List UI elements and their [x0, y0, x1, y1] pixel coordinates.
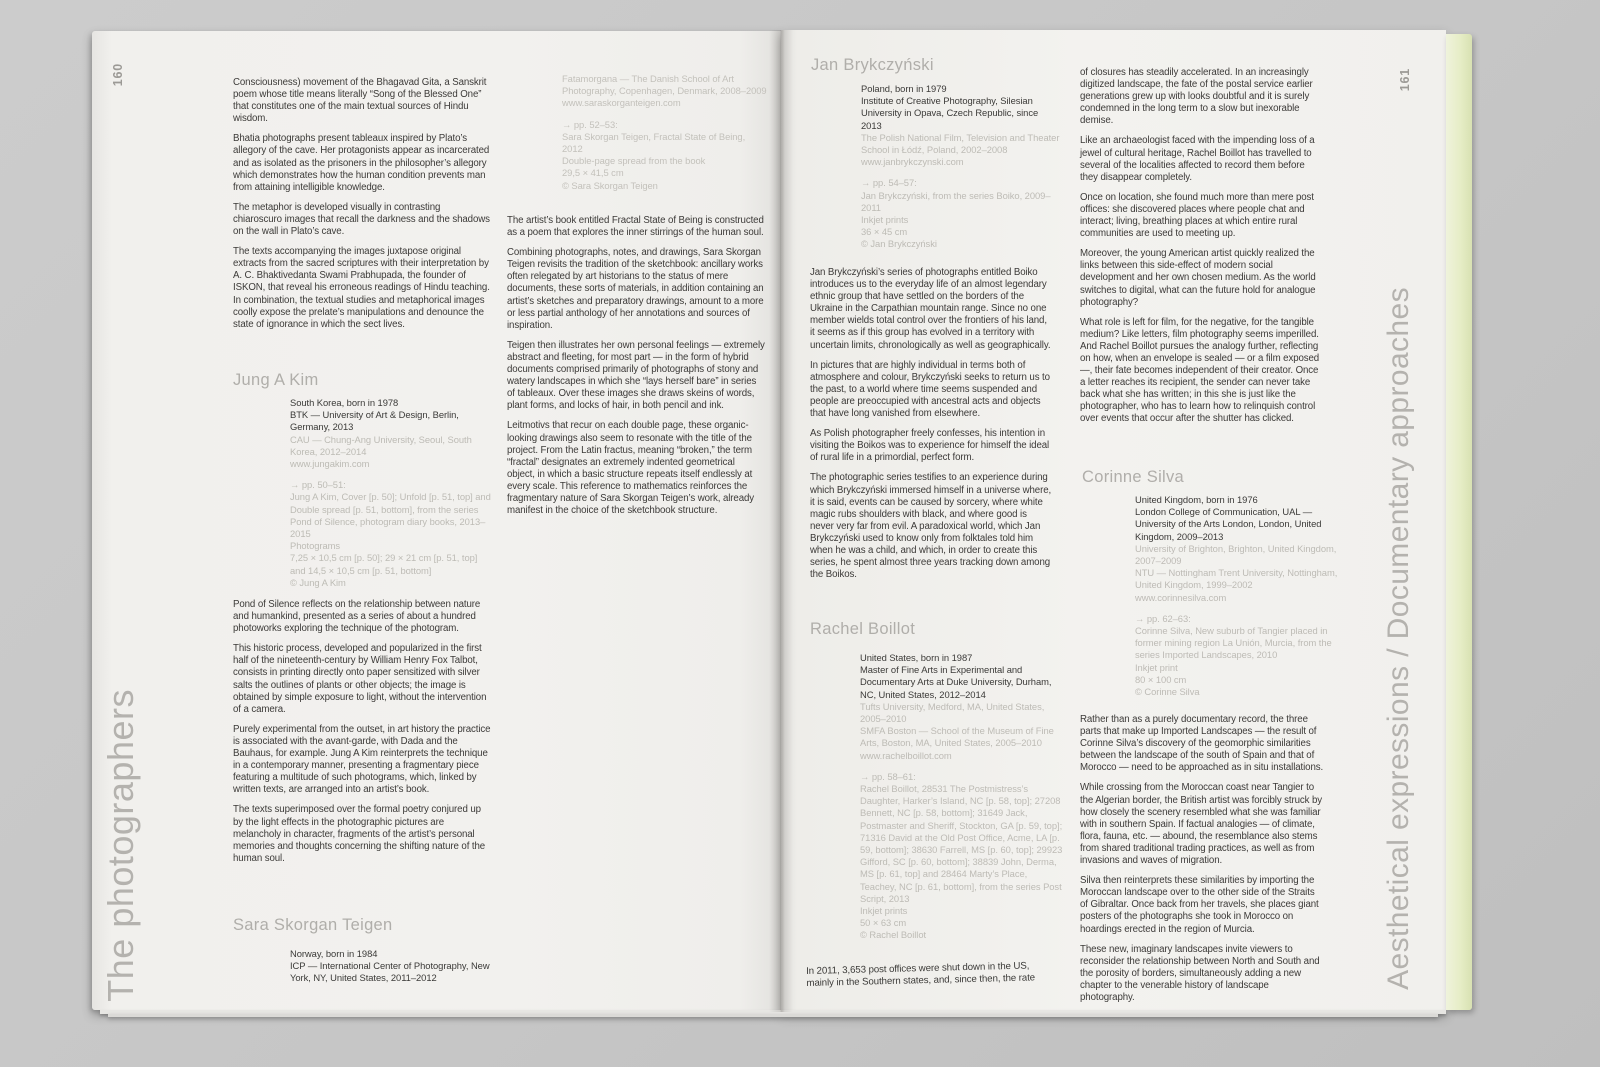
caption-line: © Jan Brykczyński: [861, 238, 937, 250]
bio-line: Poland, born in 1979: [861, 83, 947, 94]
bio-line-secondary: www.jungakim.com: [290, 458, 370, 470]
right-page: [781, 30, 1446, 1012]
paragraph: of closures has steadily accelerated. In an increasingly digitized landscape, the fate of the postal service earlier generations grew up with looks doubtful and it is surely condemned in the long term to a slow but inexorable demise.: [1080, 67, 1313, 127]
paragraph: In pictures that are highly individual in terms both of atmosphere and colour, Brykczyński seeks to return us to the past, to a world where time seems suspended and people are preoccupied with ancestral acts and objects that have long vanished from elsewhere.: [810, 359, 1050, 420]
caption-line: → pp. 50–51:: [290, 479, 346, 491]
bio-line-secondary: Tufts University, Medford, MA, United States, 2005–2010: [860, 700, 1045, 725]
section-heading-sara-skorgan-teigen: Sara Skorgan Teigen: [233, 916, 393, 934]
section-heading-jung-a-kim: Jung A Kim: [233, 371, 319, 389]
caption-line: Sara Skorgan Teigen, Fractal State of Being, 2012: [562, 130, 746, 155]
paragraph: The metaphor is developed visually in contrasting chiaroscuro images that recall the darkness and the shadows on the wall in Plato’s cave.: [233, 201, 490, 238]
paragraph: Like an archaeologist faced with the impending loss of a jewel of cultural heritage, Rachel Boillot has travelled to several of the localities affected to record them before they disappear completely.: [1080, 135, 1315, 183]
spacer: [1135, 604, 1345, 613]
jan-brykczynski-paragraphs: [810, 267, 1052, 589]
paragraph: Bhatia photographs present tableaux inspired by Plato’s allegory of the cave. Her protagonists appear as incarcerated and as isolated as the prisoners in the philosopher’s allegory which demonstrates how the human condition prevents man from attaining intelligible knowledge.: [233, 133, 490, 193]
caption-line: → pp. 58–61:: [860, 770, 916, 782]
caption-line: → pp. 52–53:: [562, 118, 618, 130]
paragraph: Moreover, the young American artist quickly realized the links between this side-effect of modern social development and her own chosen medium. As the world switches to digital, what can the future hold for analogue photography?: [1080, 248, 1316, 308]
section-heading-rachel-boillot: Rachel Boillot: [810, 620, 916, 638]
bio-line: South Korea, born in 1978: [290, 397, 399, 408]
spacer: [860, 762, 1065, 771]
paragraph: The texts accompanying the images juxtapose original extracts from the sacred scriptures with their interpretation by A. C. Bhaktivedanta Swami Prabhupada, the founder of ISKON, that reveal his erroneous readings of Hindu teaching. In combination, the textual studies and metaphorical images coolly expose the prelate’s manipulations and denounce the state of ignorance in which the sect lives.: [233, 246, 490, 330]
sara-skorgan-teigen-bio: [290, 948, 505, 985]
next-page-edge-accent: [1446, 34, 1472, 1010]
caption-line: Inkjet print: [1135, 661, 1178, 673]
paragraph: The artist’s book entitled Fractal State of Being is constructed as a poem that explores the inner stirrings of the human soul.: [507, 215, 764, 239]
corinne-silva-bio: [1135, 494, 1345, 698]
paragraph: Once on location, she found much more than mere post offices: she discovered places where people chat and interact; living, breathing places at which entire rural communities are used to meeting up.: [1080, 191, 1314, 240]
bio-line: Master of Fine Arts in Experimental and Documentary Arts at Duke University, Durham, NC, United States, 2012–2014: [860, 664, 1052, 700]
caption-line: © Sara Skorgan Teigen: [562, 179, 658, 191]
right-vertical-title: Aesthetical expressions / Documentary approaches: [1382, 287, 1415, 990]
spacer: [861, 168, 1061, 177]
right-page-number: 161: [1398, 68, 1412, 92]
right-col2-top-paragraphs: [1080, 67, 1325, 434]
sara-credit-caption: [562, 73, 767, 192]
jan-brykczynski-bio: [861, 83, 1061, 251]
bio-line: United States, born in 1987: [860, 652, 973, 663]
rachel-boillot-bio: [860, 652, 1065, 942]
spacer: [562, 110, 767, 119]
caption-line: → pp. 62–63:: [1135, 612, 1191, 624]
paragraph: The photographic series testifies to an experience during which Brykczyński immersed himself in a universe where, it is said, events can be caused by sorcery, where white magic rubs shoulders with black, and where good is never very far from evil. A paradoxical world, which Jan Brykczyński used to know only from folktales told him when he was a child, and which, in order to create this series, he spent almost three years tracking down among the Boikos.: [810, 472, 1052, 581]
caption-line: → pp. 54–57:: [861, 177, 917, 189]
paragraph: What role is left for film, for the negative, for the tangible medium? Like letters, film photography seems imperilled. And Rachel Boillot pursues the analogy further, reflecting on how, when an envelope is sealed — or a film exposed —, their fate becomes independent of their creator. Once a letter reaches its recipient, the sender can never take back what she has written; in this she is just like the photographer, who has to learn how to relinquish control over events that occur after the shutter has clicked.: [1080, 316, 1320, 425]
section-heading-corinne-silva: Corinne Silva: [1082, 468, 1185, 486]
corinne-silva-paragraphs: [1080, 714, 1325, 1012]
paragraph: The texts superimposed over the formal poetry conjured up by the light effects in the photographic pictures are melancholy in character, fragments of the artist’s personal memories and thoughts concerning the shifting nature of the human soul.: [233, 804, 486, 864]
caption-line: © Rachel Boillot: [860, 929, 927, 941]
caption-line: Rachel Boillot, 28531 The Postmistress’s Daughter, Harker’s Island, NC [p. 58, top]; 27208 Bennett, NC [p. 58, bottom]; 31649 Jack, Postmaster and Sheriff, Stockton, GA [p. 59, top]; 71316 David at the Old Post Office, Acme, LA [p. 59, bottom]; 38630 Farrell, MS [p. 60, top]; 29923 Gifford, SC [p. 60, bottom]; 38839 John, Derma, MS [p. 61, top] and 28464 Marty’s Place, Teachey, NC [p. 61, bottom], from the series Post Script, 2013: [860, 783, 1063, 904]
bio-line-secondary: www.janbrykczynski.com: [861, 156, 964, 168]
caption-line: © Jung A Kim: [290, 576, 346, 588]
caption-line: Jung A Kim, Cover [p. 50]; Unfold [p. 51, top] and Double spread [p. 51, bottom], from the series Pond of Silence, photogram diary books, 2013–2015: [290, 491, 491, 540]
caption-line: Double-page spread from the book: [562, 155, 706, 167]
bio-line-secondary: www.corinnesilva.com: [1135, 591, 1227, 603]
paragraph: Rather than as a purely documentary record, the three parts that make up Imported Landscapes — the result of Corinne Silva’s discovery of the geomorphic similarities between the landscape of the south of Spain and that of Morocco — need to be approached as in situ installations.: [1080, 714, 1324, 774]
rachel-boillot-closing-paragraph: In 2011, 3,653 post offices were shut down in the US, mainly in the Southern states, and, since then, the rate: [806, 960, 1036, 990]
caption-line: Corinne Silva, New suburb of Tangier placed in former mining region La Unión, Murcia, from the series Imported Landscapes, 2010: [1135, 625, 1332, 661]
bio-line-secondary: www.rachelboillot.com: [860, 749, 952, 761]
caption-line: www.saraskorganteigen.com: [562, 97, 681, 109]
paragraph: As Polish photographer freely confesses, his intention in visiting the Boikos was to experience for himself the ideal of rural life in a primordial, perfect form.: [810, 428, 1050, 464]
paragraph: Jan Brykczyński’s series of photographs entitled Boiko introduces us to the everyday life of an almost legendary ethnic group that have settled on the borders of the Ukraine in the Carpathian mountain range. Since no one member wields total control over the frontiers of his land, it seems as if this group has evolved in a territory with uncertain limits, chronologically as well as geographically.: [810, 267, 1051, 351]
caption-line: 7,25 × 10,5 cm [p. 50]; 29 × 21 cm [p. 51, top] and 14,5 × 10,5 cm [p. 51, bottom]: [290, 552, 478, 576]
bio-line-secondary: The Polish National Film, Television and Theater School in Łódź, Poland, 2002–2008: [861, 131, 1060, 156]
section-heading-jan-brykczynski: Jan Brykczyński: [811, 56, 934, 74]
bio-line-secondary: University of Brighton, Brighton, United Kingdom, 2007–2009: [1135, 542, 1337, 567]
jung-a-kim-bio: [290, 397, 495, 589]
bio-line-secondary: SMFA Boston — School of the Museum of Fine Arts, Boston, MA, United States, 2005–2010: [860, 725, 1054, 749]
caption-line: Inkjet prints: [861, 214, 909, 226]
paragraph: Consciousness) movement of the Bhagavad Gita, a Sanskrit poem whose title means literally “Song of the Blessed One” that constitutes one of the main textual sources of Hindu wisdom.: [233, 77, 487, 125]
left-vertical-title: The photographers: [100, 689, 141, 1002]
paragraph: While crossing from the Moroccan coast near Tangier to the Algerian border, the British artist was forcibly struck by how closely the scenery resembled what she was familiar with in southern Spain. If factual analogies — of climate, flora, fauna, etc. — abound, the resemblance also stems from shared traditional trading practices, as well as from invasions and waves of migration.: [1080, 782, 1323, 867]
caption-line: Fatamorgana — The Danish School of Art Photography, Copenhagen, Denmark, 2008–2009: [562, 73, 767, 97]
caption-line: 36 × 45 cm: [861, 226, 908, 238]
left-col1-body-paragraphs: [233, 599, 491, 873]
paragraph: Teigen then illustrates her own personal feelings — extremely abstract and fleeting, for most part — in the form of hybrid documents comprised primarily of photographs of stony and watery landscapes in which she “lays herself bare” in series of tableaux. Over these images she draws skeins of words, plant forms, and locks of hair, in both pencil and ink.: [507, 339, 765, 412]
left-page: [92, 31, 781, 1010]
bio-line: ICP — International Center of Photography, New York, NY, United States, 2011–2012: [290, 960, 490, 984]
left-col2-body-paragraphs: [507, 215, 765, 525]
caption-line: Inkjet prints: [860, 905, 908, 917]
paragraph: Combining photographs, notes, and drawings, Sara Skorgan Teigen revisits the tradition of the sketchbook: ancillary works often relegated by art historians to the status of mere documents, these sorts of materials, in addition containing an artist’s sketches and preparatory drawings, amount to a more or less partial anthology of her annotations and sources of inspiration.: [507, 247, 764, 331]
paragraph: This historic process, developed and popularized in the first half of the nineteenth-century by William Henry Fox Talbot, consists in printing directly onto paper sensitized with silver salts the outlines of plants or other objects; the image is obtained by simple exposure to light, without the intervention of a camera.: [233, 643, 487, 715]
spacer: [290, 470, 495, 479]
bio-line-secondary: CAU — Chung-Ang University, Seoul, South Korea, 2012–2014: [290, 433, 472, 457]
paragraph: Silva then reinterprets these similarities by importing the Moroccan landscape over to the other side of the Straits of Gibraltar. Once back from her travels, she places giant posters of the photographs she took in Morocco on hoardings erected in the region of Murcia.: [1080, 875, 1319, 935]
caption-line: Jan Brykczyński, from the series Boiko, 2009–2011: [861, 189, 1051, 213]
paragraph: Purely experimental from the outset, in art history the practice is associated with the avant-garde, with Dada and the Bauhaus, for example. Jung A Kim reinterprets the technique in a contemporary manner, presenting a fragmentary piece featuring a multitude of such photograms, which, linked by written texts, are arranged into an artist’s book.: [233, 723, 491, 796]
paragraph: These new, imaginary landscapes invite viewers to reconsider the relationship between North and South and the porosity of borders, simultaneously adding a new chapter to the venerable history of landscape photography.: [1080, 943, 1320, 1003]
left-page-number: 160: [111, 63, 125, 87]
bio-line-secondary: NTU — Nottingham Trent University, Nottingham, United Kingdom, 1999–2002: [1135, 567, 1338, 591]
caption-line: 29,5 × 41,5 cm: [562, 167, 624, 179]
bio-line: London College of Communication, UAL — University of the Arts London, London, United Kingdom, 2009–2013: [1135, 506, 1322, 542]
bio-line: Institute of Creative Photography, Silesian University in Opava, Czech Republic, since 2013: [861, 95, 1039, 131]
page-stack-edge: [108, 1014, 1438, 1017]
caption-line: © Corinne Silva: [1135, 686, 1200, 698]
caption-line: Photograms: [290, 540, 341, 552]
bio-line: Norway, born in 1984: [290, 948, 378, 959]
paragraph: Leitmotivs that recur on each double page, these organic-looking drawings also seem to resonate with the title of the project. From the Latin fractus, meaning “broken,” the term “fractal” designates an extremely indented geometrical object, in which a basic structure repeats itself endlessly at every scale. This reference to mathematics reinforces the fragmentary nature of Sara Skorgan Teigen’s work, already manifest in the choice of the sketchbook structure.: [507, 420, 755, 517]
paragraph: Pond of Silence reflects on the relationship between nature and humankind, presented as a series of about a hundred photoworks exploring the technique of the photogram.: [233, 599, 481, 635]
bio-line: United Kingdom, born in 1976: [1135, 494, 1258, 505]
caption-line: 50 × 63 cm: [860, 917, 907, 929]
bio-line: BTK — University of Art & Design, Berlin, Germany, 2013: [290, 409, 459, 433]
caption-line: 80 × 100 cm: [1135, 673, 1187, 685]
left-col1-intro-paragraphs: [233, 77, 491, 339]
